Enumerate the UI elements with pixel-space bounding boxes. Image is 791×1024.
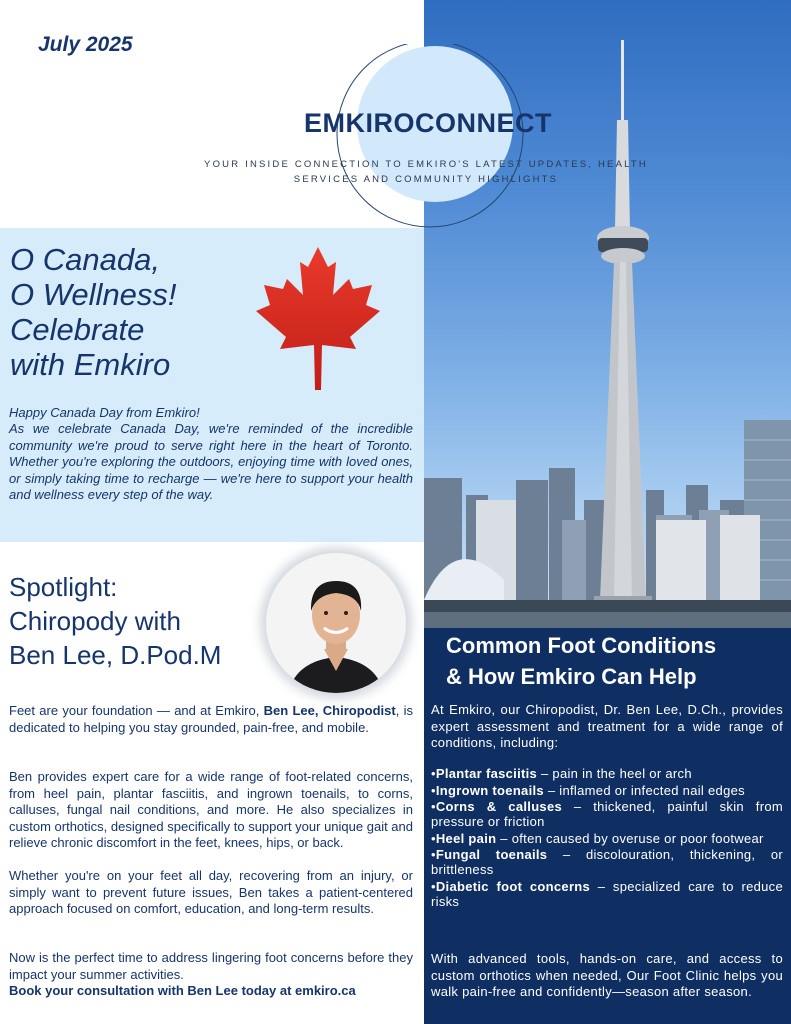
heading-line: O Wellness! bbox=[10, 277, 177, 312]
intro-text-end: , is dedicated to helping you stay grounded, pain-free, and mobile. bbox=[9, 703, 413, 735]
condition-term: Corns & calluses bbox=[435, 799, 563, 814]
list-item: •Ingrown toenails – inflamed or infected nail edges bbox=[431, 782, 745, 798]
canada-day-heading bbox=[10, 242, 250, 382]
maple-leaf-icon bbox=[250, 245, 386, 390]
condition-term: Diabetic foot concerns bbox=[435, 878, 591, 894]
list-item: •Corns & calluses – thickened, painful skin from pressure or friction bbox=[431, 799, 783, 829]
ben-lee-headshot bbox=[266, 553, 406, 693]
list-item: •Fungal toenails – discolouration, thickening, or brittleness bbox=[431, 847, 783, 877]
heading-line: & How Emkiro Can Help bbox=[446, 664, 697, 689]
condition-term: Ingrown toenails bbox=[435, 782, 544, 798]
list-item: •Plantar fasciitis – pain in the heel or arch bbox=[431, 766, 692, 781]
condition-desc: – often caused by overuse or poor footwear bbox=[496, 830, 764, 846]
condition-term: Plantar fasciitis bbox=[435, 766, 538, 781]
spotlight-now-paragraph: Now is the perfect time to address lingering foot concerns before they impact your summer activities. bbox=[9, 950, 413, 982]
condition-term: Heel pain bbox=[435, 830, 497, 846]
conditions-footer: With advanced tools, hands-on care, and access to custom orthotics when needed, Our Foot Clinic helps you walk pain-free and confidently—season after season. bbox=[431, 951, 783, 999]
canada-day-body: As we celebrate Canada Day, we're reminded of the incredible community we're proud to serve right here in the heart of Toronto. Whether you're exploring the outdoors, enjoying time with loved ones, or simply taking time to recharge — we're here to support your health and wellness every step of the way. bbox=[9, 421, 413, 502]
person-portrait-icon bbox=[266, 553, 406, 693]
conditions-list bbox=[431, 766, 783, 910]
heading-line: Ben Lee, D.Pod.M bbox=[9, 640, 222, 670]
heading-line: Spotlight: bbox=[9, 572, 118, 602]
conditions-intro: At Emkiro, our Chiropodist, Dr. Ben Lee, D.Ch., provides expert assessment and treatment for a wide range of conditions, including: bbox=[431, 702, 783, 750]
issue-date: July 2025 bbox=[38, 33, 133, 56]
list-item: •Diabetic foot concerns – specialized care to reduce risks bbox=[431, 878, 783, 909]
booking-call-to-action[interactable]: Book your consultation with Ben Lee today at emkiro.ca bbox=[9, 983, 356, 998]
condition-desc: – pain in the heel or arch bbox=[537, 766, 692, 781]
canada-day-greeting: Happy Canada Day from Emkiro! bbox=[9, 405, 200, 420]
heading-line: Celebrate bbox=[10, 312, 145, 347]
condition-term: Fungal toenails bbox=[435, 847, 548, 862]
heading-line: with Emkiro bbox=[10, 347, 171, 382]
condition-desc: – discolouration, thickening, or brittleness bbox=[431, 847, 783, 877]
newsletter-title: EMKIROCONNECT bbox=[304, 108, 552, 138]
heading-line: Chiropody with bbox=[9, 606, 181, 636]
condition-desc: – thickened, painful skin from pressure or friction bbox=[431, 799, 783, 829]
condition-desc: – specialized care to reduce risks bbox=[431, 878, 783, 909]
newsletter-tagline: YOUR INSIDE CONNECTION TO EMKIRO'S LATEST UPDATES, HEALTH SERVICES AND COMMUNITY HIGHLIGHTS bbox=[204, 159, 648, 185]
heading-line: O Canada, bbox=[10, 242, 160, 277]
heading-line: Common Foot Conditions bbox=[446, 633, 717, 658]
spotlight-intro bbox=[9, 703, 413, 736]
spotlight-patient-paragraph: Whether you're on your feet all day, recovering from an injury, or simply want to prevent future issues, Ben takes a patient-centered approach focused on comfort, education, and long-term results. bbox=[9, 868, 413, 916]
conditions-heading bbox=[446, 630, 776, 692]
intro-bold-name: Ben Lee, Chiropodist bbox=[263, 703, 396, 718]
spotlight-care-paragraph: Ben provides expert care for a wide range of foot-related concerns, from heel pain, plantar fasciitis, and ingrown toenails, to corns, calluses, fungal nail conditions, and more. He also specializes in custom orthotics, designed specifically to support your unique gait and relieve chronic discomfort in the feet, knees, hips, or back. bbox=[9, 769, 413, 850]
condition-desc: – inflamed or infected nail edges bbox=[543, 782, 745, 798]
intro-text: Feet are your foundation — and at Emkiro, bbox=[9, 703, 264, 718]
spotlight-heading bbox=[9, 570, 259, 672]
list-item: •Heel pain – often caused by overuse or poor footwear bbox=[431, 830, 764, 846]
